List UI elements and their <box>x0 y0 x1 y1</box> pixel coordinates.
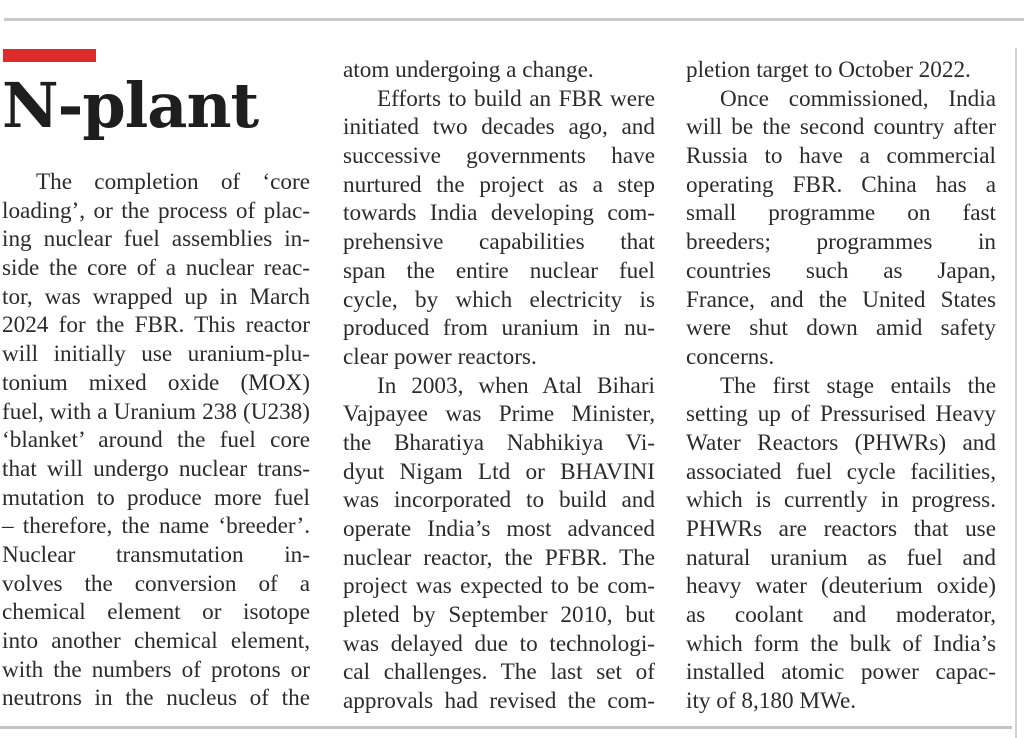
article-text-line: tonium mixed oxide (MOX) <box>2 369 310 396</box>
article-text-line: setting up of Pressurised Heavy <box>686 401 996 428</box>
article-text-line: Russia to have a commercial <box>686 143 996 170</box>
article-text-line: PHWRs are reactors that use <box>686 516 996 542</box>
article-text-line: was incorporated to build and <box>343 487 655 514</box>
article-text-line: cycle, by which electricity is <box>343 286 655 313</box>
article-text-line: installed atomic power capac- <box>686 659 996 686</box>
article-text-line: Water Reactors (PHWRs) and <box>686 429 996 456</box>
right-column-border <box>1015 48 1017 738</box>
article-text-line: clear power reactors. <box>343 343 537 370</box>
article-text-line: nurtured the project as a step <box>343 171 655 198</box>
article-text-line: that will undergo nuclear trans- <box>2 455 310 482</box>
article-text-line: with the numbers of protons or <box>2 656 310 683</box>
article-text-line: as coolant and moderator, <box>686 602 996 629</box>
article-text-line: operate India’s most advanced <box>343 516 655 542</box>
article-text-line: was delayed due to technologi- <box>343 630 655 657</box>
article-text-line: side the core of a nuclear reac- <box>2 255 310 282</box>
article-text-line: dyut Nigam Ltd or BHAVINI <box>343 458 655 485</box>
article-text-line: nuclear reactor, the PFBR. The <box>343 544 655 571</box>
article-text-line: towards India developing com- <box>343 200 655 227</box>
article-text-line: mutation to produce more fuel <box>2 484 310 511</box>
article-text-line: Nuclear transmutation in- <box>2 541 310 568</box>
article-text-line: span the entire nuclear fuel <box>343 257 655 284</box>
article-text-line: Once commissioned, India <box>720 85 996 112</box>
article-text-line: into another chemical element, <box>2 628 310 654</box>
article-text-line: loading’, or the process of plac- <box>2 197 310 224</box>
article-column-3 <box>686 56 996 716</box>
article-text-line: approvals had revised the com- <box>343 688 655 715</box>
article-text-line: – therefore, the name ‘breeder’. <box>2 513 310 540</box>
article-text-line: atom undergoing a change. <box>343 57 594 83</box>
article-text-line: ing nuclear fuel assemblies in- <box>2 226 310 253</box>
article-text-line: cal challenges. The last set of <box>343 659 655 686</box>
article-text-line: The completion of ‘core <box>36 169 310 195</box>
section-accent-bar <box>3 49 96 62</box>
article-text-line: were shut down amid safety <box>686 315 996 342</box>
article-column-2 <box>343 56 655 716</box>
article-text-line: initiated two decades ago, and <box>343 114 655 141</box>
article-text-line: Vajpayee was Prime Minister, <box>343 401 655 428</box>
article-text-line: natural uranium as fuel and <box>686 544 996 571</box>
article-text-line: pleted by September 2010, but <box>343 602 655 629</box>
top-divider-rule <box>4 18 1024 21</box>
article-text-line: project was expected to be com- <box>343 573 655 600</box>
article-text-line: associated fuel cycle facilities, <box>686 458 996 485</box>
article-text-line: produced from uranium in nu- <box>343 315 655 342</box>
article-text-line: heavy water (deuterium oxide) <box>686 573 996 600</box>
article-text-line: will initially use uranium-plu- <box>2 341 310 368</box>
article-text-line: 2024 for the FBR. This reactor <box>2 312 310 339</box>
article-text-line: ity of 8,180 MWe. <box>686 688 857 715</box>
article-text-line: operating FBR. China has a <box>686 171 996 198</box>
bottom-divider-rule <box>0 726 1012 729</box>
article-text-line: ‘blanket’ around the fuel core <box>2 427 310 454</box>
article-text-line: neutrons in the nucleus of the <box>2 685 310 712</box>
article-text-line: which is currently in progress. <box>686 487 996 514</box>
article-text-line: In 2003, when Atal Bihari <box>377 372 655 399</box>
article-text-line: small programme on fast <box>686 200 996 227</box>
article-text-line: volves the conversion of a <box>2 570 310 597</box>
article-text-line: chemical element or isotope <box>2 599 310 626</box>
article-text-line: the Bharatiya Nabhikiya Vi- <box>343 429 655 456</box>
article-text-line: prehensive capabilities that <box>343 229 655 256</box>
article-text-line: Efforts to build an FBR were <box>377 85 655 112</box>
article-text-line: will be the second country after <box>686 114 996 141</box>
article-text-line: tor, was wrapped up in March <box>2 283 310 310</box>
article-text-line: pletion target to October 2022. <box>686 57 971 83</box>
article-column-1 <box>2 168 310 713</box>
article-text-line: The first stage entails the <box>720 372 996 399</box>
article-text-line: concerns. <box>686 343 775 370</box>
article-text-line: successive governments have <box>343 143 655 170</box>
article-text-line: fuel, with a Uranium 238 (U238) <box>2 398 310 425</box>
article-text-line: which form the bulk of India’s <box>686 630 996 657</box>
article-text-line: breeders; programmes in <box>686 229 996 256</box>
article-headline: N-plant <box>2 69 259 142</box>
article-text-line: France, and the United States <box>686 286 996 313</box>
article-text-line: countries such as Japan, <box>686 257 996 284</box>
